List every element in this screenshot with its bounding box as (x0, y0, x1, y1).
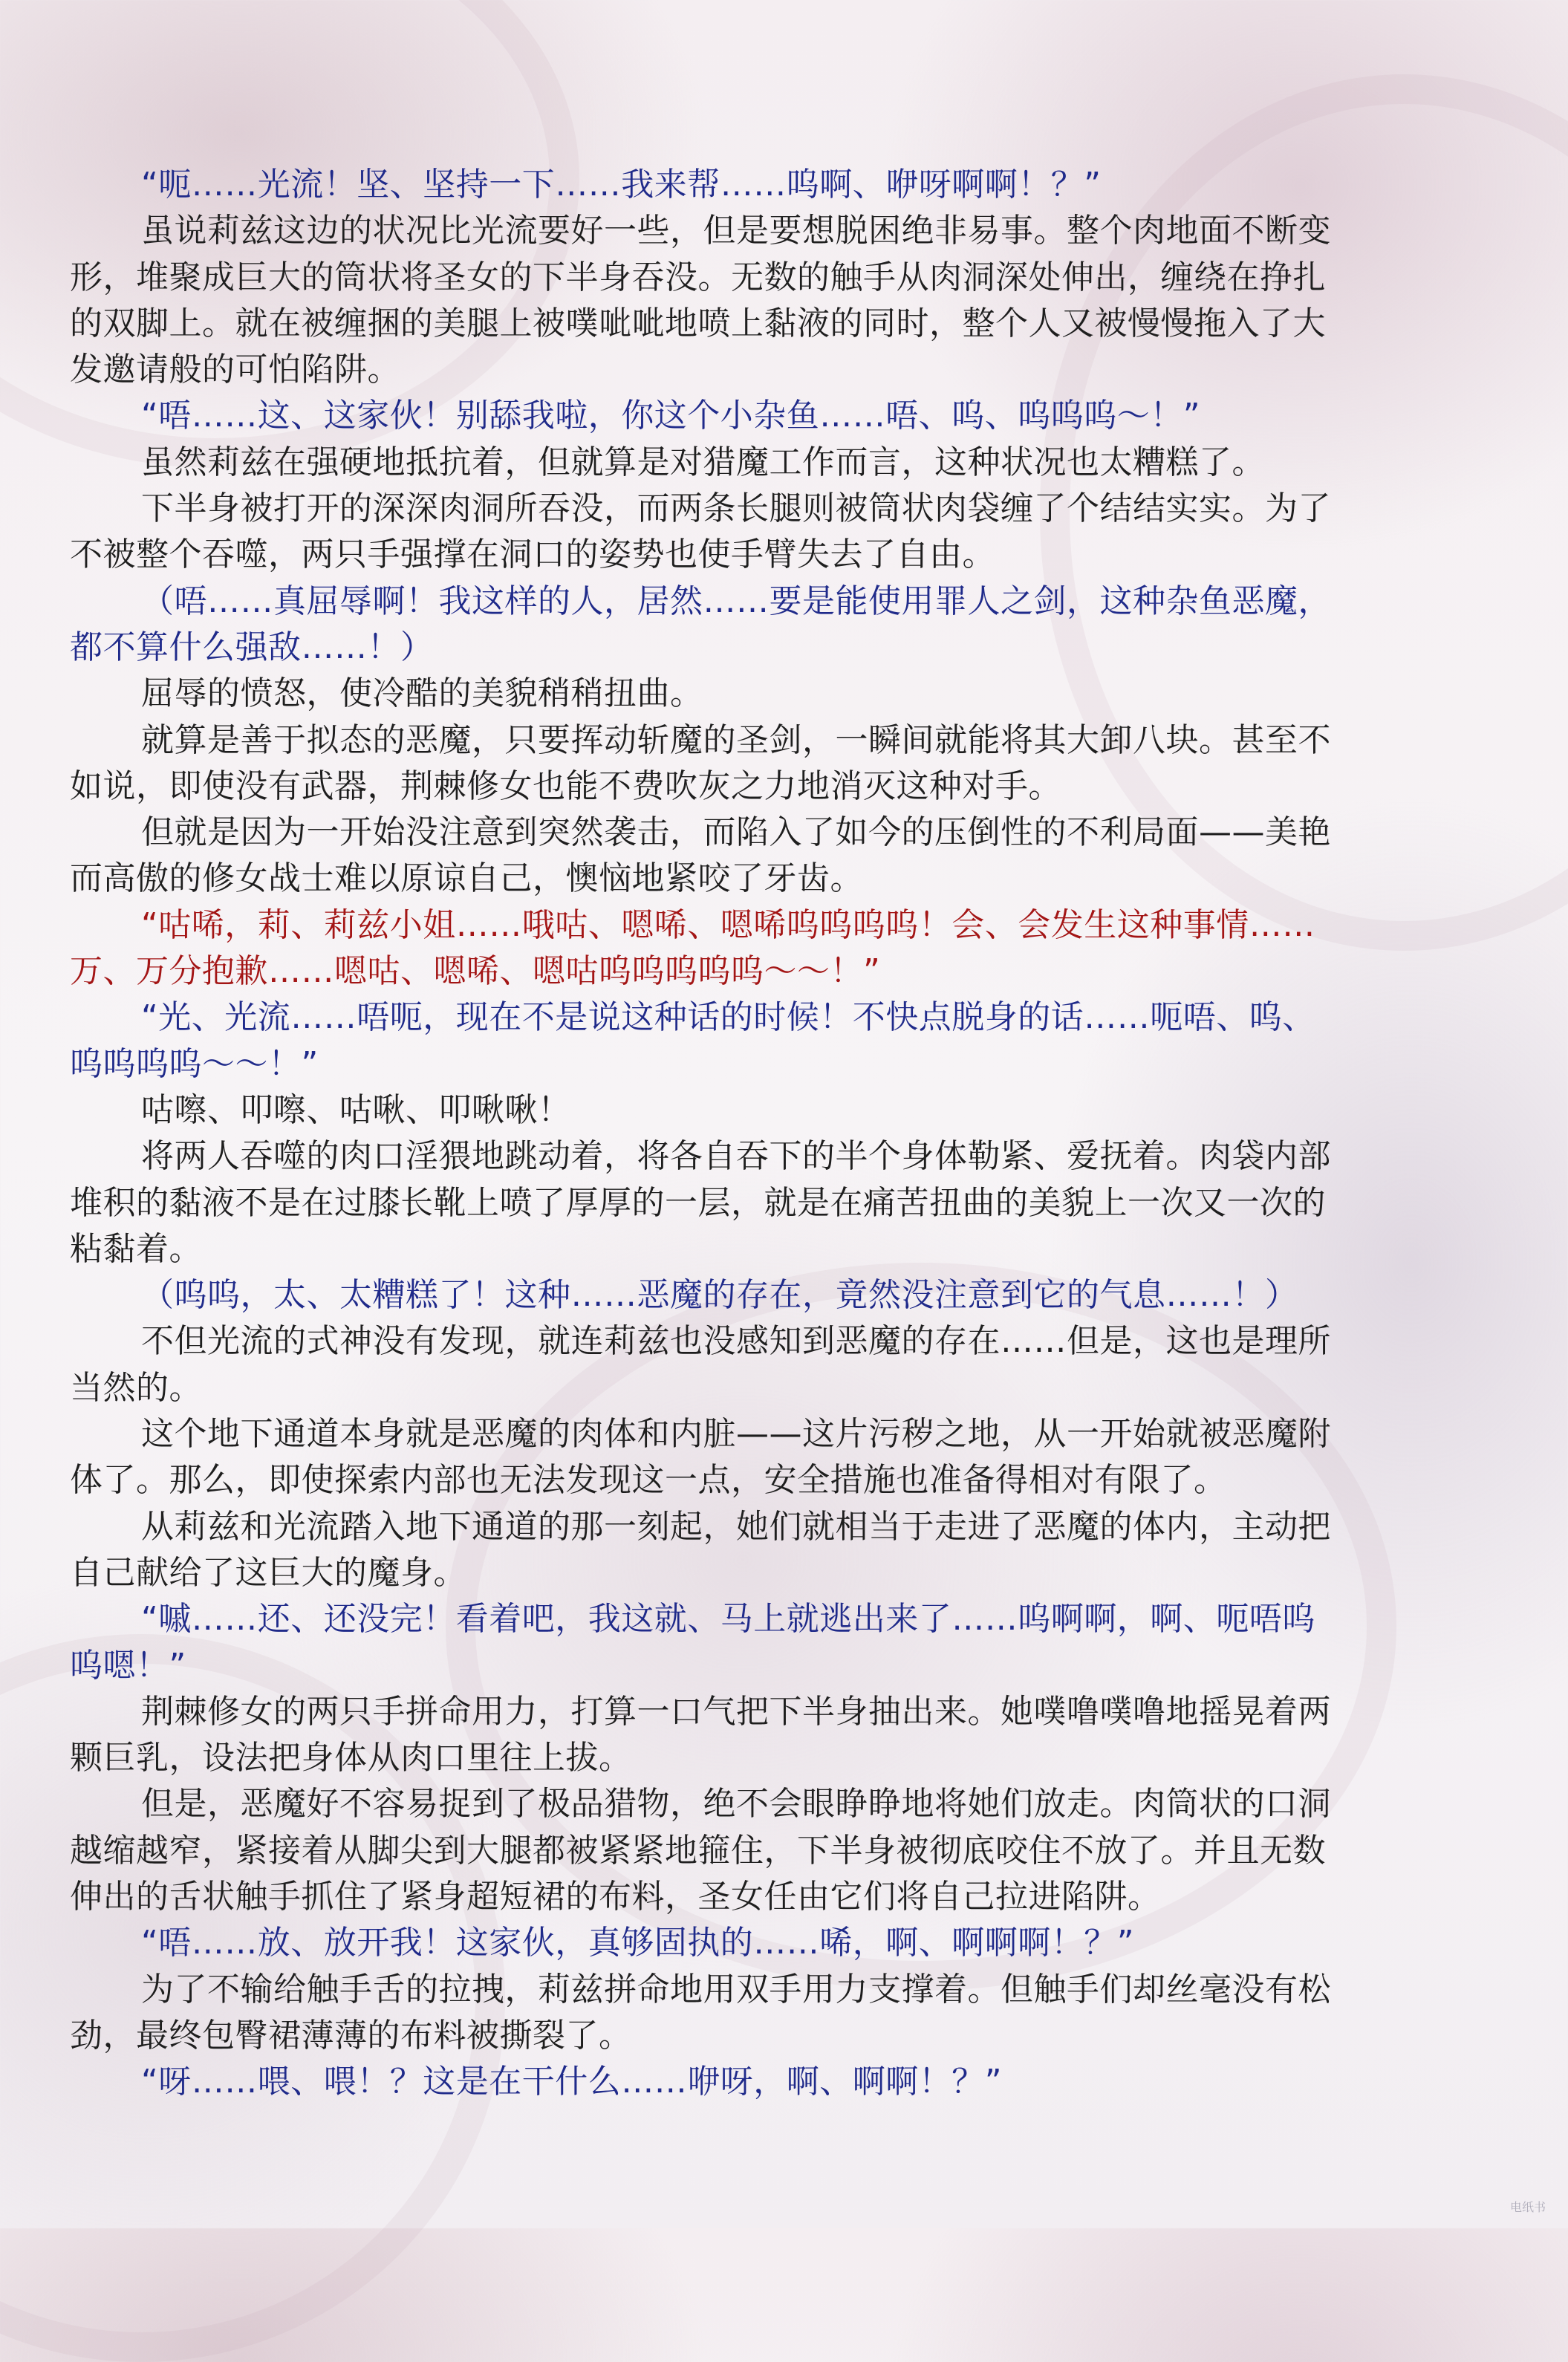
narration-line: 虽说莉兹这边的状况比光流要好一些，但是要想脱困绝非易事。整个肉地面不断变 (141, 212, 1331, 250)
narration-line: 就算是善于拟态的恶魔，只要挥动斩魔的圣剑，一瞬间就能将其大卸八块。甚至不 (141, 720, 1331, 759)
narration-line: 如说，即使没有武器，荆棘修女也能不费吹灰之力地消灭这种对手。 (70, 767, 1061, 805)
dialogue-line: 万、万分抱歉……嗯咕、嗯唏、嗯咕呜呜呜呜呜～～！” (70, 952, 881, 991)
narration-line: 荆棘修女的两只手拼命用力，打算一口气把下半身抽出来。她噗噜噗噜地摇晃着两 (141, 1692, 1331, 1731)
dialogue-line: “唔……放、放开我！这家伙，真够固执的……唏，啊、啊啊啊！？” (141, 1924, 1135, 1962)
dialogue-line: “光、光流……唔呃，现在不是说这种话的时候！不快点脱身的话……呃唔、呜、 (141, 998, 1315, 1037)
page-text (70, 162, 1489, 2105)
dialogue-line: “呀……喂、喂！？这是在干什么……咿呀，啊、啊啊！？” (141, 2063, 1003, 2101)
dialogue-line: 呜嗯！” (70, 1646, 186, 1685)
dialogue-line: 都不算什么强敌……！） (70, 628, 434, 666)
narration-line: 体了。那么，即使探索内部也无法发现这一点，安全措施也准备得相对有限了。 (70, 1461, 1227, 1500)
narration-line: 不被整个吞噬，两只手强撑在洞口的姿势也使手臂失去了自由。 (70, 536, 995, 574)
narration-line: 虽然莉兹在强硬地抵抗着，但就算是对猎魔工作而言，这种状况也太糟糕了。 (141, 443, 1265, 481)
narration-line: 但就是因为一开始没注意到突然袭击，而陷入了如今的压倒性的不利局面——美艳 (141, 813, 1331, 852)
dialogue-line: “呃……光流！坚、坚持一下……我来帮……呜啊、咿呀啊啊！？” (141, 166, 1102, 204)
narration-line: 而高傲的修女战士难以原谅自己，懊恼地紧咬了牙齿。 (70, 859, 863, 898)
narration-line: 形，堆聚成巨大的筒状将圣女的下半身吞没。无数的触手从肉洞深处伸出，缠绕在挣扎 (70, 258, 1326, 296)
narration-line: 屈辱的愤怒，使冷酷的美貌稍稍扭曲。 (141, 674, 703, 713)
narration-line: 自己献给了这巨大的魔身。 (70, 1553, 466, 1592)
narration-line: 粘黏着。 (70, 1229, 202, 1268)
narration-line: 从莉兹和光流踏入地下通道的那一刻起，她们就相当于走进了恶魔的体内，主动把 (141, 1507, 1331, 1546)
narration-line: 伸出的舌状触手抓住了紧身超短裙的布料，圣女任由它们将自己拉进陷阱。 (70, 1877, 1161, 1916)
dialogue-line: （唔……真屈辱啊！我这样的人，居然……要是能使用罪人之剑，这种杂鱼恶魔， (141, 582, 1331, 620)
dialogue-line: “嘁……还、还没完！看着吧，我这就、马上就逃出来了……呜啊啊，啊、呃唔呜 (141, 1600, 1315, 1639)
narration-line: 咕嚓、叩嚓、咕啾、叩啾啾！ (141, 1090, 571, 1129)
dialogue-line: （呜呜，太、太糟糕了！这种……恶魔的存在，竟然没注意到它的气息……！） (141, 1276, 1298, 1315)
narration-line: 但是，恶魔好不容易捉到了极品猎物，绝不会眼睁睁地将她们放走。肉筒状的口洞 (141, 1785, 1331, 1823)
narration-line: 的双脚上。就在被缠捆的美腿上被噗呲呲地喷上黏液的同时，整个人又被慢慢拖入了大 (70, 304, 1326, 342)
dialogue-line: 呜呜呜呜～～！” (70, 1044, 319, 1083)
narration-line: 发邀请般的可怕陷阱。 (70, 351, 400, 389)
narration-line: 当然的。 (70, 1368, 202, 1407)
narration-line: 不但光流的式神没有发现，就连莉兹也没感知到恶魔的存在……但是，这也是理所 (141, 1322, 1331, 1361)
narration-line: 劲，最终包臀裙薄薄的布料被撕裂了。 (70, 2016, 632, 2054)
narration-line: 越缩越窄，紧接着从脚尖到大腿都被紧紧地箍住，下半身被彻底咬住不放了。并且无数 (70, 1831, 1326, 1870)
narration-line: 下半身被打开的深深肉洞所吞没，而两条长腿则被筒状肉袋缠了个结结实实。为了 (141, 489, 1331, 528)
narration-line: 颗巨乳，设法把身体从肉口里往上拔。 (70, 1739, 632, 1777)
watermark: 电纸书 (1509, 2200, 1546, 2214)
dialogue-line: “唔……这、这家伙！别舔我啦，你这个小杂鱼……唔、呜、呜呜呜～！” (141, 397, 1201, 435)
dialogue-line: “咕唏，莉、莉兹小姐……哦咕、嗯唏、嗯唏呜呜呜呜！会、会发生这种事情…… (141, 905, 1315, 944)
narration-line: 这个地下通道本身就是恶魔的肉体和内脏——这片污秽之地，从一开始就被恶魔附 (141, 1415, 1331, 1454)
narration-line: 将两人吞噬的肉口淫猥地跳动着，将各自吞下的半个身体勒紧、爱抚着。肉袋内部 (141, 1137, 1331, 1176)
narration-line: 为了不输给触手舌的拉拽，莉兹拼命地用双手用力支撑着。但触手们却丝毫没有松 (141, 1970, 1331, 2008)
narration-line: 堆积的黏液不是在过膝长靴上喷了厚厚的一层，就是在痛苦扭曲的美貌上一次又一次的 (70, 1183, 1326, 1222)
